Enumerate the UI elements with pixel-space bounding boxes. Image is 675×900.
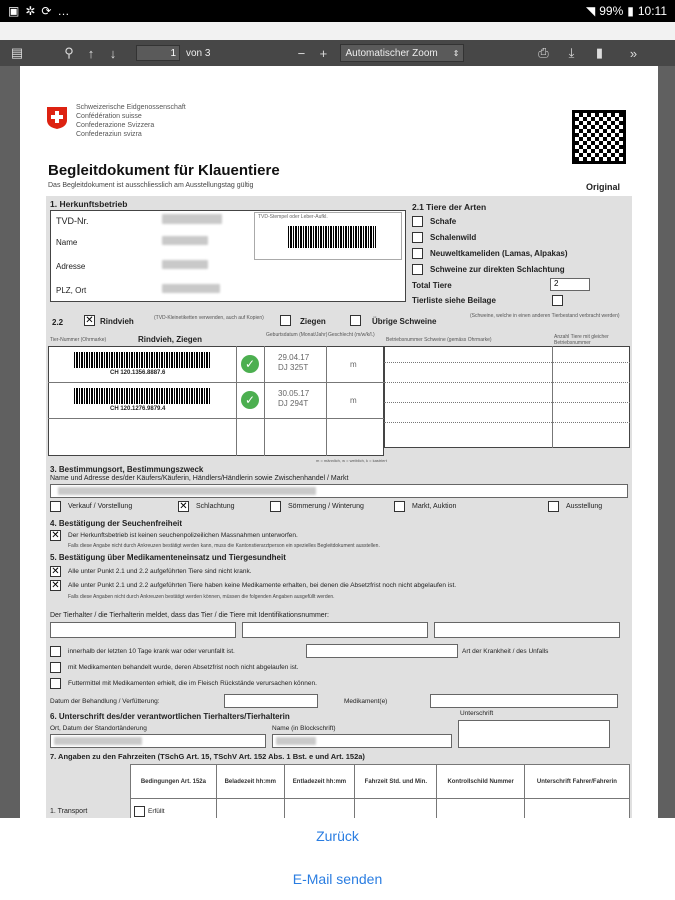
- id-number-field-3[interactable]: [434, 622, 620, 638]
- disease-free-text: Der Herkunftsbetrieb ist keinen seuchenpolizeilichen Massnahmen unterworfen.: [68, 532, 298, 539]
- section-6-title: 6. Unterschrift des/der verantwortlichen Tierhalters/Tierhalterin: [50, 712, 290, 721]
- table-divider: [384, 422, 630, 423]
- medicated-feed-text: Futtermittel mit Medikamenten erhielt, die im Fleisch Rückstände verursachen können.: [68, 680, 317, 687]
- send-email-button[interactable]: E-Mail senden: [292, 871, 383, 887]
- table-divider: [384, 402, 630, 403]
- sex-2: m: [350, 396, 357, 405]
- other-pigs-label: Übrige Schweine: [372, 317, 437, 326]
- agency-line-2: Confédération suisse: [76, 113, 142, 120]
- cattle-goats-head: Rindvieh, Ziegen: [138, 335, 203, 344]
- table-divider: [48, 418, 384, 419]
- species-checkbox-deer[interactable]: [412, 232, 423, 243]
- zoom-in-icon[interactable]: +: [319, 45, 328, 61]
- table-divider: [264, 346, 265, 456]
- address-label: Adresse: [56, 262, 86, 271]
- print-icon[interactable]: ⎙: [538, 45, 549, 60]
- section-1-title: 1. Herkunftsbetrieb: [50, 199, 128, 209]
- sick-text: innerhalb der letzten 10 Tage krank war oder verunfallt ist.: [68, 648, 235, 655]
- document-subtitle: Das Begleitdokument ist ausschliesslich am Ausstellungstag gültig: [48, 182, 254, 189]
- section-7-title: 7. Angaben zu den Fahrzeiten (TSchG Art. 15, TSchV Art. 152 Abs. 1 Bst. e und Art. 152a): [50, 752, 365, 761]
- status-bar: [0, 0, 675, 22]
- purpose-exhibition-checkbox[interactable]: [548, 501, 559, 512]
- col-loading: Beladezeit hh:mm: [216, 765, 284, 799]
- stamp-barcode: [288, 226, 376, 248]
- disease-free-note: Falls diese Angabe nicht durch Ankreuzen bestätigt werden kann, muss die Kantonstierarztperson ein spezielles Begleitdokument ausstellen.: [68, 543, 380, 549]
- illness-field[interactable]: [306, 644, 458, 658]
- battery-icon: ▮: [627, 4, 634, 18]
- zoom-select-value: Automatischer Zoom: [345, 47, 438, 59]
- sick-checkbox[interactable]: [50, 646, 61, 657]
- birthdate-1: 29.04.17: [278, 353, 310, 362]
- verified-check-icon: ✓: [241, 355, 259, 373]
- illness-label: Art der Krankheit / des Unfalls: [462, 648, 549, 655]
- sex-1: m: [350, 360, 357, 369]
- action-sheet: [0, 818, 675, 900]
- section-5-title: 5. Bestätigung über Medikamenteneinsatz und Tiergesundheit: [50, 553, 286, 562]
- fulfilled-label: Erfüllt: [148, 808, 165, 815]
- not-sick-text: Alle unter Punkt 2.1 und 2.2 aufgeführten Tiere sind nicht krank.: [68, 568, 252, 575]
- destination-redacted: [58, 487, 316, 495]
- goats-checkbox[interactable]: [280, 315, 291, 326]
- animal-list-label: Tierliste siehe Beilage: [412, 296, 496, 305]
- species-pigs-label: Schweine zur direkten Schlachtung: [430, 265, 565, 274]
- place-date-redacted: [54, 737, 142, 745]
- table-divider: [236, 346, 237, 456]
- pigs-note: (Schweine, welche in einen anderen Tierbestand verbracht werden): [470, 313, 620, 319]
- medication-field[interactable]: [430, 694, 618, 708]
- table-divider: [384, 382, 630, 383]
- settings-icon: ✲: [25, 4, 36, 18]
- section-3-subtitle: Name und Adresse des/der Käufers/Käuferin, Händlers/Händlerin sowie Zwischenhandel / Markt: [50, 475, 349, 482]
- col-unloading: Entladezeit hh:mm: [284, 765, 355, 799]
- stamp-label: TVD-Stempel oder Leber-Aufkl.: [258, 214, 328, 220]
- purpose-sale-label: Verkauf / Vorstellung: [68, 503, 133, 510]
- species-sheep-label: Schafe: [430, 217, 457, 226]
- signature-label: Unterschrift: [460, 710, 494, 717]
- eartag-column-head: Tier-Nummer (Ohrmarke): [50, 337, 107, 343]
- col-conditions: Bedingungen Art. 152a: [131, 765, 217, 799]
- section-3-title: 3. Bestimmungsort, Bestimmungszweck: [50, 465, 204, 474]
- tvd-value-redacted: [162, 214, 222, 224]
- app-header-strip: [0, 22, 675, 40]
- animal-list-checkbox[interactable]: [552, 295, 563, 306]
- tvd-label: TVD-Nr.: [56, 216, 89, 226]
- table-divider: [48, 382, 384, 383]
- place-date-label: Ort, Datum der Standortänderung: [50, 725, 147, 732]
- sex-legend: m = männlich, w = weiblich, k = kastriert: [316, 458, 387, 463]
- zoom-select[interactable]: [340, 44, 464, 62]
- page-count: von 3: [186, 47, 211, 59]
- pig-count-column-head: Anzahl Tiere mit gleicher Betriebsnummer: [554, 334, 609, 346]
- pdf-toolbar: [0, 40, 675, 66]
- block-name-label: Name (in Blockschrift): [272, 725, 336, 732]
- purpose-summering-checkbox[interactable]: [270, 501, 281, 512]
- medication-label: Medikament(e): [344, 698, 388, 705]
- purpose-market-checkbox[interactable]: [394, 501, 405, 512]
- plz-value-redacted: [162, 284, 220, 293]
- purpose-summering-label: Sömmerung / Winterung: [288, 503, 364, 510]
- birthcode-1: DJ 325T: [278, 363, 309, 372]
- driving-times-table: [130, 764, 630, 826]
- keeper-statement: Der Tierhalter / die Tierhalterin meldet, dass das Tier / die Tiere mit Identifikationsnummer:: [50, 612, 329, 619]
- qr-code: [572, 110, 626, 164]
- download-icon[interactable]: ⤓: [568, 45, 575, 60]
- birthdate-column-head: Geburtsdatum (Monat/Jahr): [266, 332, 328, 338]
- page-number-input[interactable]: [136, 45, 180, 61]
- table-divider: [326, 346, 327, 456]
- chevron-down-icon: ⇕: [452, 48, 460, 58]
- purpose-market-label: Markt, Auktion: [412, 503, 457, 510]
- no-medication-checkbox[interactable]: ✕: [51, 580, 60, 591]
- birthcode-2: DJ 294T: [278, 399, 309, 408]
- agency-line-1: Schweizerische Eidgenossenschaft: [76, 104, 186, 111]
- eartag-barcode-2: [74, 388, 210, 404]
- col-driving-time: Fahrzeit Std. und Min.: [355, 765, 437, 799]
- signature-field[interactable]: [458, 720, 610, 748]
- tools-menu-icon[interactable]: »: [629, 45, 638, 61]
- goats-label: Ziegen: [300, 317, 326, 326]
- eartag-number-2: CH 120.1276.9879.4: [110, 406, 166, 412]
- species-checkbox-sheep[interactable]: [412, 216, 423, 227]
- species-camelids-label: Neuweltkameliden (Lamas, Alpakas): [430, 249, 568, 258]
- cattle-note: (TVD-Kleinetiketten verwenden, auch auf Kopien): [154, 315, 264, 321]
- more-icon: …: [57, 4, 70, 18]
- zoom-out-icon[interactable]: −: [297, 45, 306, 61]
- sync-icon: ⟳: [41, 4, 52, 18]
- original-label: Original: [586, 182, 621, 192]
- total-animals-field[interactable]: 2: [550, 278, 590, 291]
- agency-line-4: Confederaziun svizra: [76, 131, 142, 138]
- cattle-checkbox[interactable]: ✕: [85, 315, 94, 326]
- previous-page-icon[interactable]: ↑: [87, 45, 95, 61]
- treatment-date-label: Datum der Behandlung / Verfütterung:: [50, 698, 160, 705]
- id-number-field-2[interactable]: [242, 622, 428, 638]
- col-plate: Kontrollschild Nummer: [437, 765, 524, 799]
- no-medication-text: Alle unter Punkt 2.1 und 2.2 aufgeführten Tiere haben keine Medikamente erhalten, bei denen die Absetzfrist noch nicht abgelaufen ist.: [68, 582, 457, 589]
- address-value-redacted: [162, 260, 208, 269]
- document-title: Begleitdokument für Klauentiere: [48, 162, 280, 179]
- birthdate-2: 30.05.17: [278, 389, 310, 398]
- medicated-feed-checkbox[interactable]: [50, 678, 61, 689]
- species-checkbox-camelids[interactable]: [412, 248, 423, 259]
- plz-label: PLZ, Ort: [56, 286, 87, 295]
- total-animals-label: Total Tiere: [412, 281, 452, 290]
- document-viewer[interactable]: [0, 66, 675, 826]
- table-divider: [384, 362, 630, 363]
- fulfilled-checkbox[interactable]: [134, 806, 145, 817]
- medicated-text: mit Medikamenten behandelt wurde, deren Absetzfrist noch nicht abgelaufen ist.: [68, 664, 299, 671]
- purpose-exhibition-label: Ausstellung: [566, 503, 603, 510]
- treatment-date-field[interactable]: [224, 694, 318, 708]
- search-icon[interactable]: ⚲: [64, 45, 74, 60]
- battery-percent: 99%: [599, 4, 624, 18]
- clock: 10:11: [637, 4, 667, 18]
- section-4-title: 4. Bestätigung der Seuchenfreiheit: [50, 519, 183, 528]
- pdf-page: [20, 66, 658, 826]
- sidebar-toggle-icon[interactable]: ▤: [10, 45, 24, 60]
- section-2-2-label: 2.2: [52, 318, 64, 327]
- bookmark-icon[interactable]: ▮: [595, 45, 604, 60]
- not-sick-checkbox[interactable]: ✕: [51, 566, 60, 577]
- name-value-redacted: [162, 236, 208, 245]
- back-button[interactable]: Zurück: [316, 828, 359, 844]
- cattle-label: Rindvieh: [100, 317, 134, 326]
- other-pigs-checkbox[interactable]: [350, 315, 361, 326]
- purpose-slaughter-checkbox[interactable]: ✕: [179, 501, 188, 512]
- section-2-1-title: 2.1 Tiere der Arten: [412, 202, 487, 212]
- id-number-field-1[interactable]: [50, 622, 236, 638]
- next-page-icon[interactable]: ↓: [109, 45, 117, 61]
- species-checkbox-pigs[interactable]: [412, 264, 423, 275]
- block-name-redacted: [276, 737, 316, 745]
- eartag-barcode-1: [74, 352, 210, 368]
- medication-note: Falls diese Angaben nicht durch Ankreuzen bestätigt werden können, müssen die folgenden Angaben ausgefüllt werden.: [68, 594, 335, 600]
- wifi-icon: ◥: [585, 4, 596, 18]
- image-icon: ▣: [8, 4, 20, 18]
- transport-1-label: 1. Transport: [50, 808, 88, 815]
- col-driver-signature: Unterschrift Fahrer/Fahrerin: [524, 765, 629, 799]
- name-label: Name: [56, 238, 78, 247]
- sex-column-head: Geschlecht (m/w/k/l.): [328, 332, 375, 338]
- purpose-sale-checkbox[interactable]: [50, 501, 61, 512]
- agency-line-3: Confederazione Svizzera: [76, 122, 155, 129]
- pig-farm-column-head: Betriebsnummer Schweine (gemäss Ohrmarke): [386, 337, 492, 343]
- medicated-checkbox[interactable]: [50, 662, 61, 673]
- verified-check-icon: ✓: [241, 391, 259, 409]
- purpose-slaughter-label: Schlachtung: [196, 503, 235, 510]
- disease-free-checkbox[interactable]: ✕: [51, 530, 60, 541]
- swiss-cross-logo: [46, 106, 68, 130]
- eartag-number-1: CH 120.1356.8887.6: [110, 370, 166, 376]
- species-deer-label: Schalenwild: [430, 233, 477, 242]
